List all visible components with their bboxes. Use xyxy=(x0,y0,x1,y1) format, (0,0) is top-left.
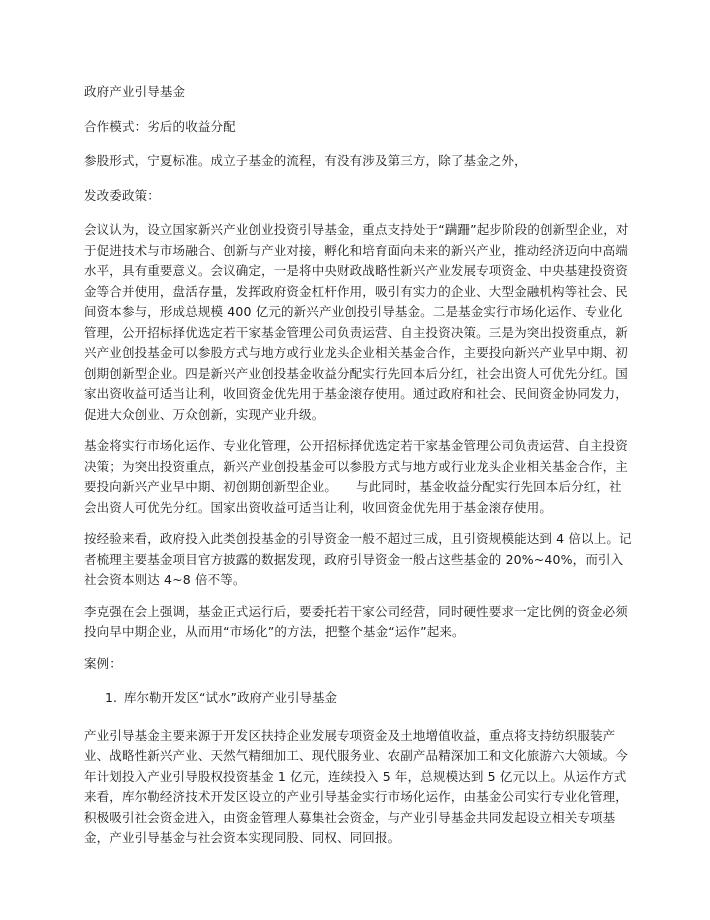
policy-paragraph-1: 会议认为，设立国家新兴产业创业投资引导基金，重点支持处于“蹒跚”起步阶段的创新型企业，对于促进技术与市场融合、创新与产业对接，孵化和培育面向未来的新兴产业，推动经济迈向中高端水平，具有重要意义。会议确定，一是将中央财政战略性新兴产业发展专项资金、中央基建投资资金等合并使用，盘活存量，发挥政府资金杠杆作用，吸引有实力的企业、大型金融机构等社会、民间资本参与，形成总规模 400 亿元的新兴产业创投引导基金。二是基金实行市场化运作、专业化管理，公开招标择优选定若干家基金管理公司负责运营、自主投资决策。三是为突出投资重点，新兴产业创投基金可以参股方式与地方或行业龙头企业相关基金合作，主要投向新兴产业早中期、初创期创新型企业。四是新兴产业创投基金收益分配实行先回本后分红，社会出资人可优先分红。国家出资收益可适当让利，收回资金优先用于基金滚存使用。通过政府和社会、民间资金协同发力，促进大众创业、万众创新，实现产业升级。 xyxy=(84,222,629,422)
case-title: 库尔勒开发区“试水”政府产业引导基金 xyxy=(124,690,337,705)
cases-heading: 案例： xyxy=(84,655,122,671)
ndrc-policy-heading: 发改委政策： xyxy=(84,187,160,203)
policy-paragraph-3: 按经验来看，政府投入此类创投基金的引导资金一般不超过三成，且引资规模能达到 4 倍以上。记者梳理主要基金项目官方披露的数据发现，政府引导资金一般占这些基金的 20%~40%，而引入社会资本则达 4~8 倍不等。 xyxy=(84,531,632,587)
policy-paragraph-2: 基金将实行市场化运作、专业化管理，公开招标择优选定若干家基金管理公司负责运营、自主投资决策；为突出投资重点，新兴产业创投基金可以参股方式与地方或行业龙头企业相关基金合作，主要投向新兴产业早中期、初创期创新型企业。 与此同时，基金收益分配实行先回本后分红，社会出资人可优先分红。国家出资收益可适当让利，收回资金优先用于基金滚存使用。 xyxy=(84,438,628,515)
policy-paragraph-4: 李克强在会上强调，基金正式运行后，要委托若干家公司经营，同时硬性要求一定比例的资金必须投向早中期企业，从而用“市场化”的方法，把整个基金“运作”起来。 xyxy=(84,603,628,639)
participation-line: 参股形式，宁夏标准。成立子基金的流程，有没有涉及第三方，除了基金之外， xyxy=(84,153,527,168)
document-title: 政府产业引导基金 xyxy=(84,84,186,99)
case-paragraph: 产业引导基金主要来源于开发区扶持企业发展专项资金及土地增值收益，重点将支持纺织服装产业、战略性新兴产业、天然气精细加工、现代服务业、农副产品精深加工和文化旅游六大领域。今年计划投入产业引导股权投资基金 1 亿元，连续投入 5 年，总规模达到 5 亿元以上。从运作方式来看，库尔勒经济技术开发区设立的产业引导基金实行市场化运作，由基金公司实行专业化管理，积极吸引社会资金进入，由资金管理人募集社会资金，与产业引导基金共同发起设立相关专项基金，产业引导基金与社会资本实现同股、同权、同回报。 xyxy=(84,727,628,845)
case-list-item xyxy=(105,688,632,709)
cooperation-mode-line: 合作模式：劣后的收益分配 xyxy=(84,118,236,134)
document-page xyxy=(84,82,632,860)
case-number: 1. xyxy=(105,690,117,705)
